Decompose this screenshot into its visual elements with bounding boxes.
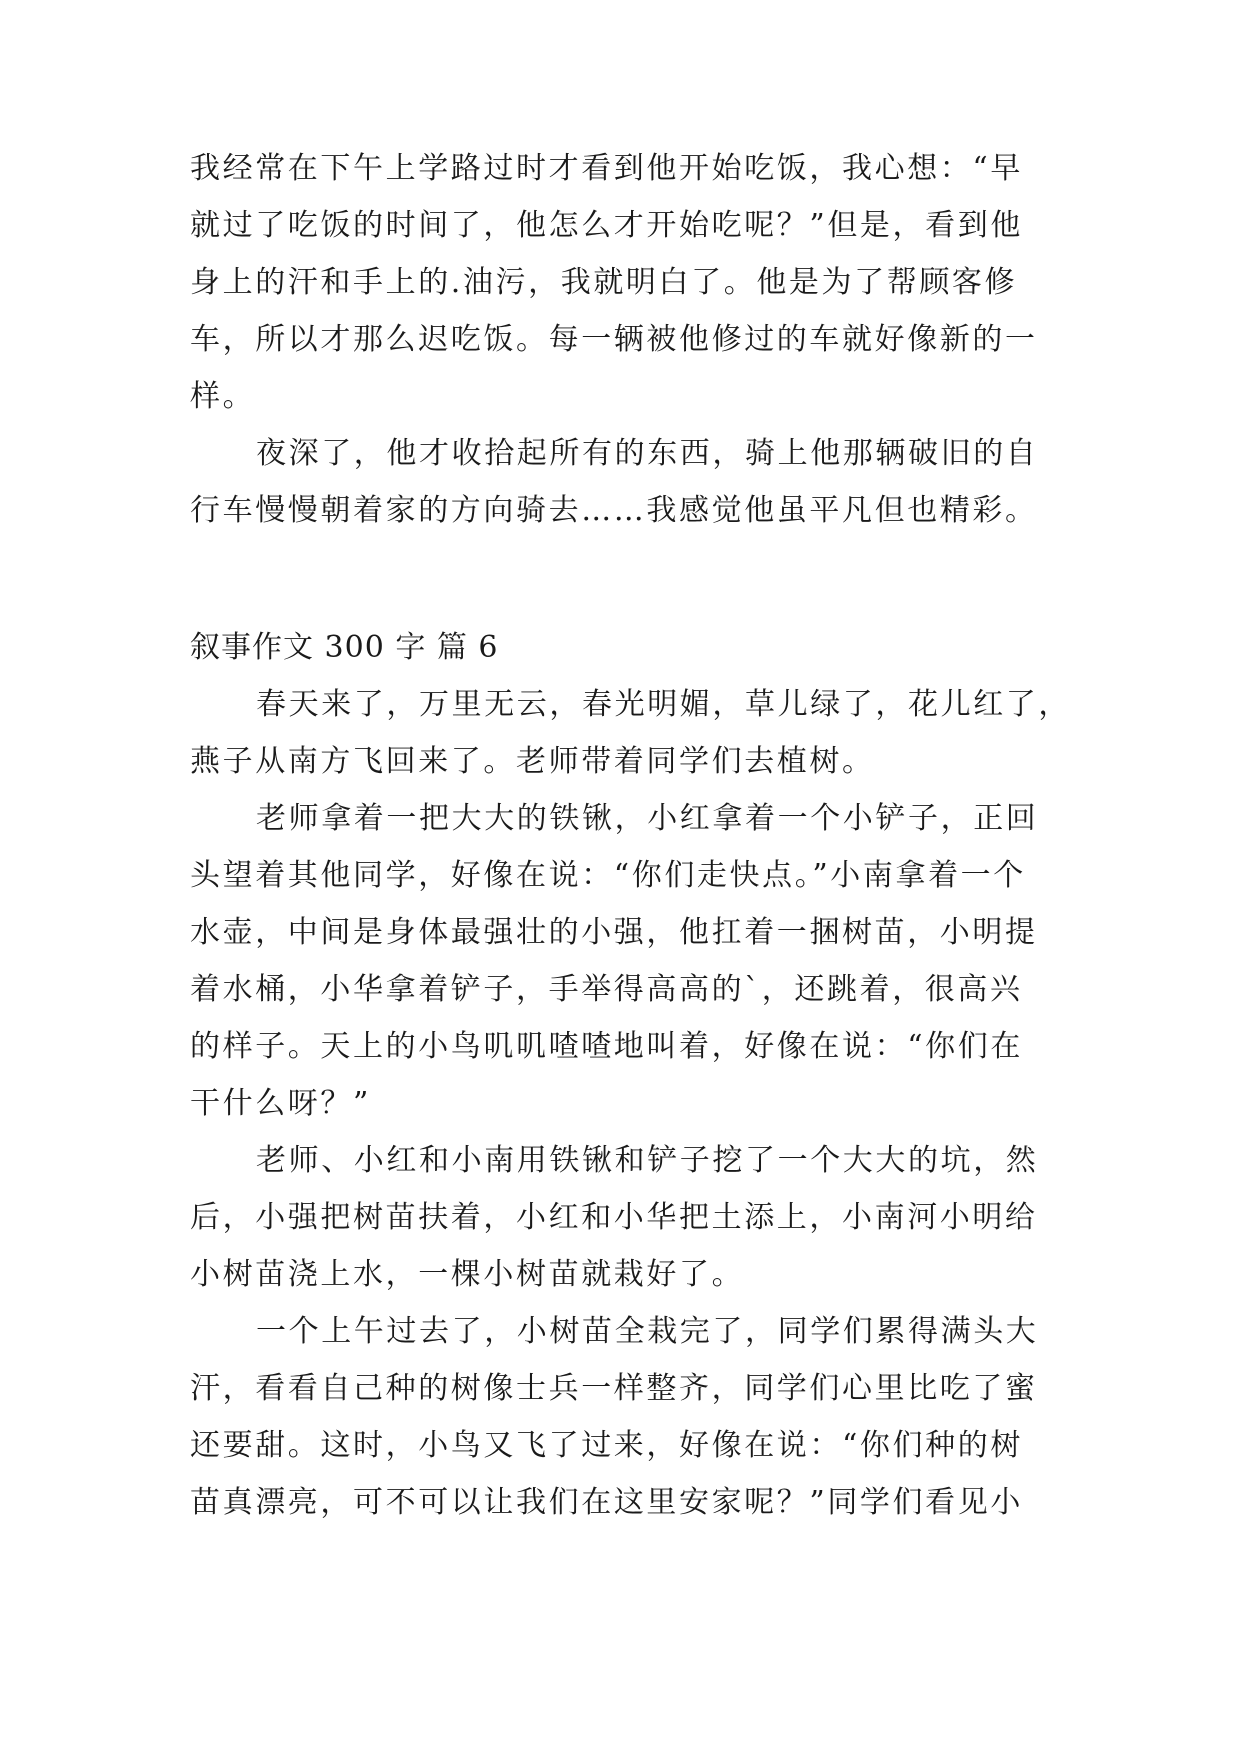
paragraph-line: 着水桶，小华拿着铲子，手举得高高的`，还跳着，很高兴 bbox=[190, 972, 1023, 1007]
paragraph-line: 我经常在下午上学路过时才看到他开始吃饭，我心想：“早 bbox=[190, 151, 1023, 186]
paragraph-line: 车，所以才那么迟吃饭。每一辆被他修过的车就好像新的一 bbox=[190, 322, 1038, 357]
paragraph-line: 一个上午过去了，小树苗全栽完了，同学们累得满头大 bbox=[256, 1314, 1039, 1349]
paragraph-line: 还要甜。这时，小鸟又飞了过来，好像在说：“你们种的树 bbox=[190, 1428, 1023, 1463]
paragraph-line: 的样子。天上的小鸟叽叽喳喳地叫着，好像在说：“你们在 bbox=[190, 1029, 1023, 1064]
paragraph-line: 春天来了，万里无云，春光明媚，草儿绿了，花儿红了， bbox=[256, 687, 1071, 722]
paragraph-line: 行车慢慢朝着家的方向骑去……我感觉他虽平凡但也精彩。 bbox=[190, 493, 1038, 528]
paragraph-line: 样。 bbox=[190, 379, 256, 414]
paragraph-line: 老师拿着一把大大的铁锹，小红拿着一个小铲子，正回 bbox=[256, 801, 1039, 836]
paragraph-line: 水壶，中间是身体最强壮的小强，他扛着一捆树苗，小明提 bbox=[190, 915, 1038, 950]
paragraph-line: 头望着其他同学，好像在说：“你们走快点。”小南拿着一个 bbox=[190, 858, 1026, 893]
section-title: 叙事作文 300 字 篇 6 bbox=[190, 630, 499, 665]
paragraph-line: 小树苗浇上水，一棵小树苗就栽好了。 bbox=[190, 1257, 745, 1292]
paragraph-line: 苗真漂亮，可不可以让我们在这里安家呢？”同学们看见小 bbox=[190, 1485, 1023, 1520]
paragraph-line: 就过了吃饭的时间了，他怎么才开始吃呢？”但是，看到他 bbox=[190, 208, 1023, 243]
paragraph-line: 夜深了，他才收拾起所有的东西，骑上他那辆破旧的自 bbox=[256, 436, 1039, 471]
paragraph-line: 后，小强把树苗扶着，小红和小华把土添上，小南河小明给 bbox=[190, 1200, 1038, 1235]
paragraph-line: 老师、小红和小南用铁锹和铲子挖了一个大大的坑，然 bbox=[256, 1143, 1039, 1178]
paragraph-line: 身上的汗和手上的.油污，我就明白了。他是为了帮顾客修 bbox=[190, 265, 1018, 300]
paragraph-line: 汗，看看自己种的树像士兵一样整齐，同学们心里比吃了蜜 bbox=[190, 1371, 1038, 1406]
paragraph-line: 燕子从南方飞回来了。老师带着同学们去植树。 bbox=[190, 744, 875, 779]
paragraph-line: 干什么呀？” bbox=[190, 1086, 371, 1121]
